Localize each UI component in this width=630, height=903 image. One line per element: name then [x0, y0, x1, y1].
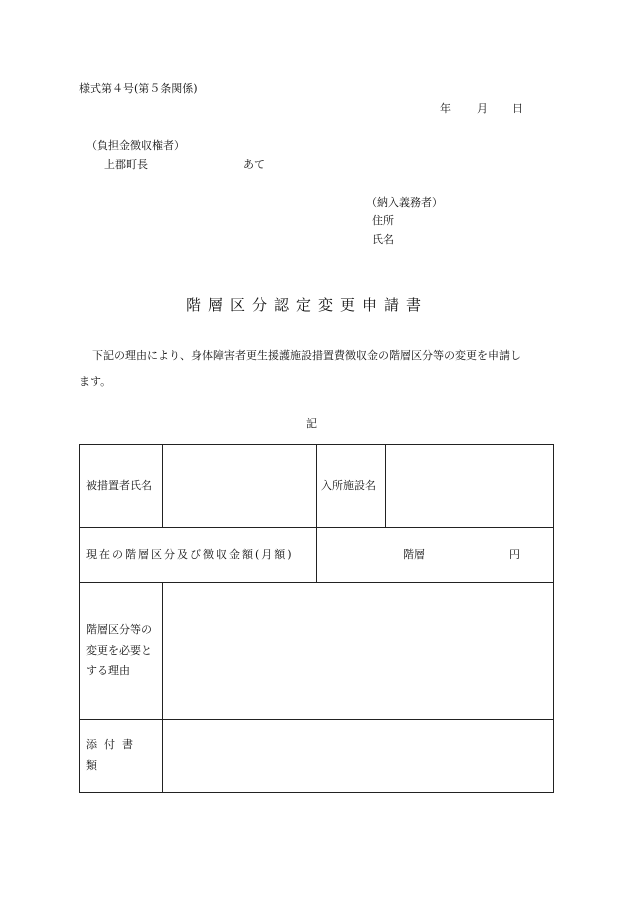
form-number: 様式第４号(第５条関係) [79, 82, 198, 95]
application-form-table [79, 444, 554, 793]
ki-marker: 記 [306, 417, 317, 430]
date-day-label: 日 [512, 102, 523, 115]
table-row-current-class [80, 528, 554, 583]
payer-role: （納入義務者） [366, 196, 443, 209]
current-class-label: 現在の階層区分及び徴収金額(月額) [80, 528, 317, 583]
body-text-line1: 下記の理由により、身体障害者更生援護施設措置費徴収金の階層区分等の変更を申請し [92, 349, 521, 362]
reason-label: 階層区分等の変更を必要とする理由 [80, 583, 163, 720]
table-row-subject [80, 445, 554, 528]
attachments-label: 添付書類 [80, 720, 163, 793]
date-year-label: 年 [440, 102, 451, 115]
subject-name-field[interactable] [163, 445, 317, 528]
date-month-label: 月 [477, 102, 488, 115]
table-row-reason [80, 583, 554, 720]
body-text-line2: ます。 [79, 375, 112, 388]
attachments-field[interactable] [163, 720, 554, 793]
payer-address-label: 住所 [372, 214, 394, 227]
document-title: 階層区分認定変更申請書 [186, 296, 429, 314]
yen-unit: 円 [509, 548, 520, 561]
recipient-name: 上郡町長 [104, 158, 148, 171]
recipient-honorific: あて [243, 158, 265, 171]
class-unit: 階層 [403, 548, 425, 561]
recipient-role: （負担金徴収権者） [86, 139, 185, 152]
table-row-attachments [80, 720, 554, 793]
payer-name-label: 氏名 [372, 233, 394, 246]
reason-field[interactable] [163, 583, 554, 720]
current-class-field[interactable] [317, 528, 554, 583]
facility-field[interactable] [386, 445, 554, 528]
subject-name-label: 被措置者氏名 [80, 445, 163, 528]
facility-label: 入所施設名 [317, 445, 386, 528]
